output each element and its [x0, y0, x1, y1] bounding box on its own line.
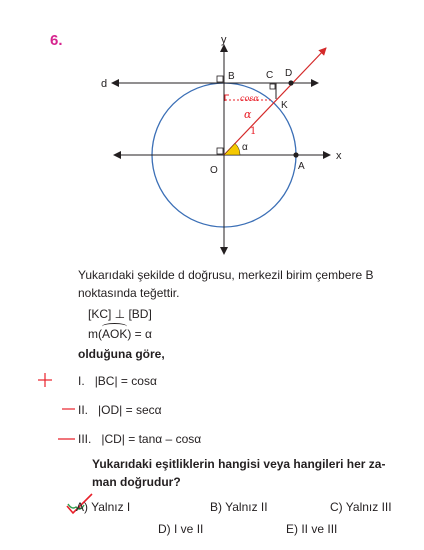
- unit-circle-figure: [0, 0, 424, 270]
- label-c: C: [266, 70, 274, 81]
- label-k: K: [281, 100, 288, 111]
- handwritten-cos: cosα: [240, 94, 259, 103]
- label-alpha: α: [242, 142, 248, 153]
- given-2: m(AOK) = α: [88, 327, 152, 341]
- label-o: O: [210, 165, 218, 176]
- label-d: d: [101, 78, 108, 90]
- question-number: 6.: [50, 32, 63, 49]
- handwritten-alpha: α: [244, 108, 252, 121]
- statement-1: I. |BC| = cosα: [78, 374, 157, 388]
- label-a: A: [298, 161, 305, 172]
- statement-2: II. |OD| = secα: [78, 403, 162, 417]
- text-line-1: Yukarıdaki şekilde d doğrusu, merkezil birim çembere B: [78, 268, 374, 282]
- option-e[interactable]: E) II ve III: [286, 522, 338, 536]
- point-d: [288, 80, 293, 85]
- text-line-2: noktasında teğettir.: [78, 286, 180, 300]
- option-c[interactable]: C) Yalnız III: [330, 500, 392, 514]
- label-y: y: [221, 34, 227, 46]
- handwritten-marks: [36, 372, 76, 442]
- point-a: [293, 152, 298, 157]
- angle-alpha-wedge: [224, 143, 240, 155]
- option-a[interactable]: A) Yalnız I: [76, 500, 131, 514]
- prompt-line-2: man doğrudur?: [92, 475, 181, 489]
- label-d-point: D: [285, 68, 293, 79]
- option-d[interactable]: D) I ve II: [158, 522, 204, 536]
- label-b: B: [228, 71, 235, 82]
- option-b[interactable]: B) Yalnız II: [210, 500, 268, 514]
- label-x: x: [336, 150, 342, 162]
- prompt-line-1: Yukarıdaki eşitliklerin hangisi veya hangileri her za-: [92, 457, 386, 471]
- given-1: [KC] ⊥ [BD]: [88, 307, 152, 321]
- handwritten-one: 1: [250, 126, 257, 137]
- statement-3: III. |CD| = tanα – cosα: [78, 432, 202, 446]
- arc-aok: AOK: [102, 327, 128, 341]
- condition-text: olduğuna göre,: [78, 347, 165, 361]
